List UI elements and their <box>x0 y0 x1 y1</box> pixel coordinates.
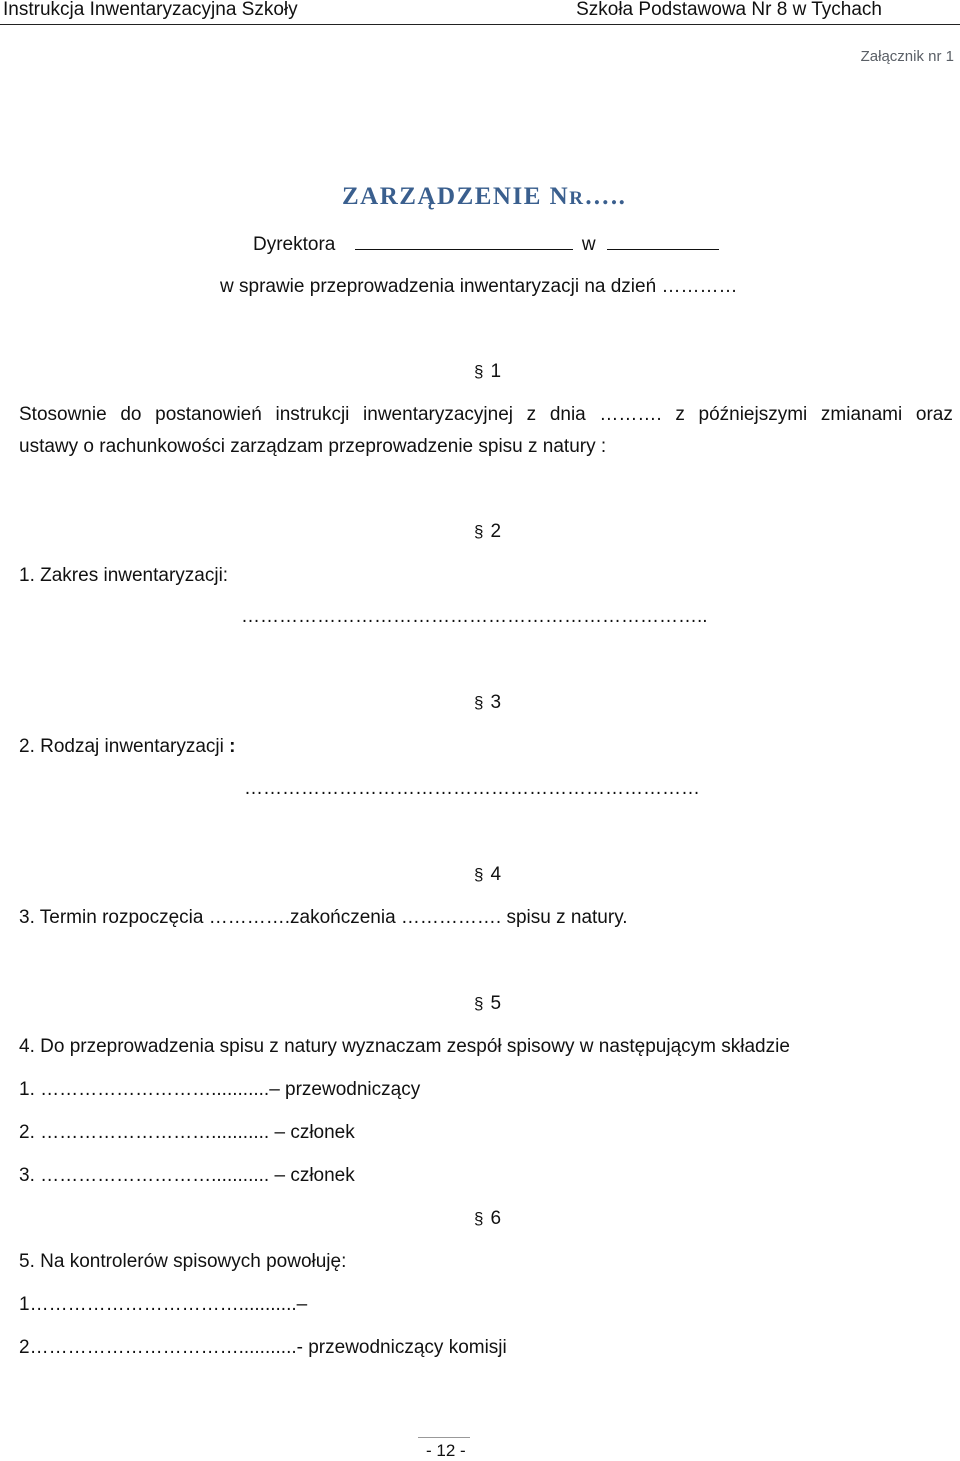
committee-member-1: 1. ………………………...........– przewodniczący <box>19 1079 421 1100</box>
paragraph-1-word: inwentaryzacyjnej <box>363 404 514 425</box>
document-title <box>342 183 626 211</box>
director-name-blank[interactable] <box>355 233 573 250</box>
item-1-scope-label: 1. Zakres inwentaryzacji: <box>19 565 229 586</box>
header-document-title: Instrukcja Inwentaryzacyjna Szkoły <box>3 0 298 20</box>
section-sign: § <box>474 522 484 541</box>
section-sign: § <box>474 693 484 712</box>
item-2-colon: : <box>223 736 236 757</box>
paragraph-1-word: dnia <box>549 404 586 425</box>
item-5-controllers-line: 5. Na kontrolerów spisowych powołuję: <box>19 1251 347 1272</box>
section-number: 3 <box>490 692 502 713</box>
page-number: - 12 - <box>426 1441 466 1460</box>
section-number: 1 <box>490 361 502 382</box>
section-6-heading <box>474 1208 501 1230</box>
section-sign: § <box>474 1209 484 1228</box>
paragraph-1-word: późniejszymi <box>698 404 808 425</box>
controller-member-1: 1……………………………...........– <box>19 1294 308 1315</box>
section-number: 6 <box>490 1208 502 1229</box>
paragraph-1-word: do <box>120 404 142 425</box>
item-3-term-line: 3. Termin rozpoczęcia ………….zakończenia ……………. spisu z natury. <box>19 907 628 928</box>
paragraph-1-line-2: ustawy o rachunkowości zarządzam przeprowadzenie spisu z natury : <box>19 436 607 457</box>
item-2-type-label <box>19 736 235 758</box>
paragraph-1-line-1 <box>19 404 953 426</box>
section-1-heading <box>474 361 501 383</box>
section-3-heading <box>474 692 501 714</box>
paragraph-1-word: Stosownie <box>19 404 107 425</box>
item-2-type-fill: ……………………………………………………………… <box>244 778 700 799</box>
annex-label: Załącznik nr 1 <box>860 48 954 65</box>
paragraph-1-word: instrukcji <box>275 404 350 425</box>
section-number: 4 <box>490 864 502 885</box>
subject-line: w sprawie przeprowadzenia inwentaryzacji na dzień ………… <box>220 276 738 297</box>
section-sign: § <box>474 362 484 381</box>
paragraph-1-word: z <box>675 404 685 425</box>
item-2-label-text: 2. Rodzaj inwentaryzacji <box>19 736 224 757</box>
committee-member-2: 2. ………………………........... – członek <box>19 1122 355 1143</box>
paragraph-1-word: oraz <box>915 404 953 425</box>
committee-member-3: 3. ………………………........... – członek <box>19 1165 355 1186</box>
section-2-heading <box>474 521 501 543</box>
director-school-blank[interactable] <box>607 233 719 250</box>
paragraph-1-word: postanowień <box>155 404 262 425</box>
section-5-heading <box>474 993 501 1015</box>
section-sign: § <box>474 865 484 884</box>
paragraph-1-word: zmianami <box>820 404 903 425</box>
title-small-caps: R <box>569 188 585 209</box>
header-school-name: Szkoła Podstawowa Nr 8 w Tychach <box>576 0 882 20</box>
footer-rule <box>418 1437 470 1438</box>
title-tail: ….. <box>584 183 627 210</box>
director-line <box>253 233 719 256</box>
section-sign: § <box>474 994 484 1013</box>
item-4-committee-line: 4. Do przeprowadzenia spisu z natury wyznaczam zespół spisowy w następującym składzie <box>19 1036 790 1057</box>
director-label: Dyrektora <box>253 234 336 255</box>
paragraph-1-word: z <box>526 404 537 425</box>
controller-member-2: 2……………………………...........- przewodniczący komisji <box>19 1337 507 1358</box>
section-number: 5 <box>490 993 502 1014</box>
section-number: 2 <box>490 521 502 542</box>
section-4-heading <box>474 864 501 886</box>
item-1-scope-fill: ……………………………………………………………….. <box>241 606 708 627</box>
director-w: w <box>581 234 596 255</box>
page-header <box>0 0 960 25</box>
paragraph-1-word: ………. <box>599 404 662 425</box>
title-main: ZARZĄDZENIE N <box>342 183 570 210</box>
